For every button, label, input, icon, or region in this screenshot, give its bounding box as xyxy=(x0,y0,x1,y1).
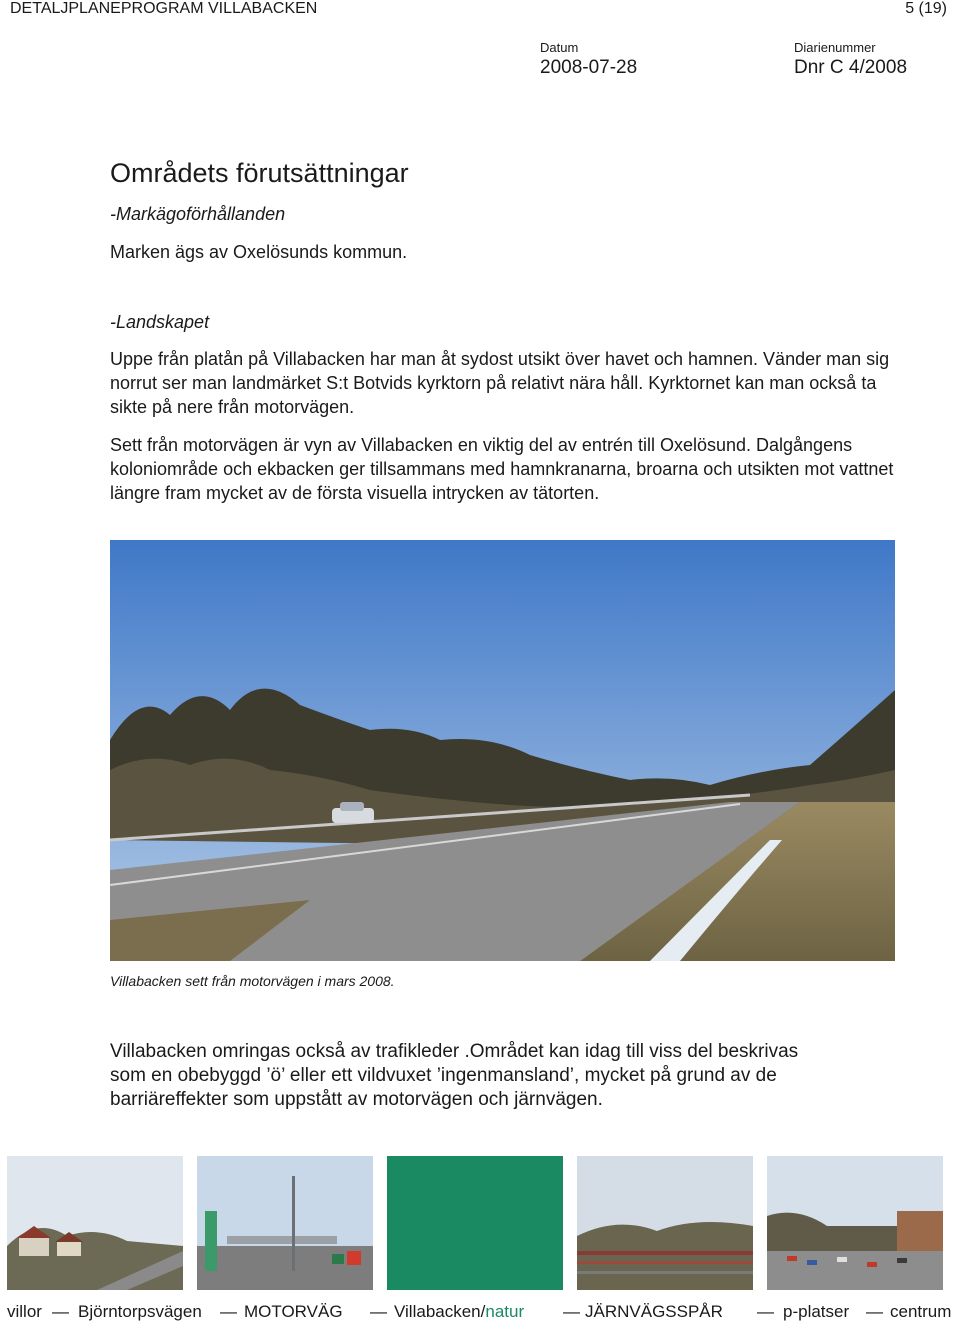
legend-separator-5: — xyxy=(757,1302,774,1321)
ownership-text: Marken ägs av Oxelösunds kommun. xyxy=(110,242,408,262)
legend-villabacken xyxy=(394,1302,524,1322)
diary-label: Diarienummer xyxy=(794,40,876,55)
legend-separator-3: — xyxy=(370,1302,387,1321)
traffic-paragraph: Villabacken omringas också av trafikleder .Området kan idag till viss del beskrivas som en obebyggd ’ö’ eller ett vildvuxet ’ingenmansland’, mycket på grund av de barriäreffekter som uppstått av motorvägen och järnvägen. xyxy=(110,1041,799,1110)
legend-villabacken-label: Villabacken/ xyxy=(394,1302,486,1321)
thumbnail-jarnvagsspar xyxy=(577,1156,753,1290)
diary-value: Dnr C 4/2008 xyxy=(794,57,908,78)
legend-separator-4: — xyxy=(563,1302,580,1321)
ownership-heading: -Markägoförhållanden xyxy=(110,204,286,224)
thumbnail-p-platser xyxy=(767,1156,943,1290)
date-label: Datum xyxy=(540,40,579,55)
thumbnail-villor xyxy=(7,1156,183,1290)
legend-separator-6: — xyxy=(866,1302,883,1321)
motorway-photo-image xyxy=(110,540,895,961)
motorway-photo xyxy=(110,540,895,961)
legend-p-platser: p-platser xyxy=(783,1302,850,1321)
bjorntorpsvagen-photo xyxy=(197,1156,373,1290)
legend-villor: villor xyxy=(7,1302,42,1321)
thumbnail-bjorntorpsvagen xyxy=(197,1156,373,1290)
legend-separator-2: — xyxy=(220,1302,237,1321)
legend-jarnvagsspar: JÄRNVÄGSSPÅR xyxy=(585,1302,723,1321)
date-value: 2008-07-28 xyxy=(540,57,638,78)
landscape-heading: -Landskapet xyxy=(110,312,210,332)
legend-bjorntorpsvagen: Björntorpsvägen xyxy=(78,1302,202,1321)
p-platser-photo xyxy=(767,1156,943,1290)
legend-separator-1: — xyxy=(52,1302,69,1321)
legend-natur-label: natur xyxy=(485,1302,525,1321)
document-title: DETALJPLANEPROGRAM VILLABACKEN xyxy=(10,0,318,17)
landscape-paragraph-1: Uppe från platån på Villabacken har man åt sydost utsikt över havet och hamnen. Vänder man sig norrut ser man landmärket S:t Botvids kyrktorn på relativt nära håll. Kyrktornet kan man också ta sikte på nere från motorvägen. xyxy=(110,349,890,417)
jarnvagsspar-photo xyxy=(577,1156,753,1290)
landscape-paragraph-2: Sett från motorvägen är vyn av Villabacken en viktig del av entrén till Oxelösund. Dalgångens koloniområde och ekbacken ger tillsammans med hamnkranarna, broarna och utsikten mot vattnet längre fram mycket av de första visuella intrycken av tätorten. xyxy=(110,435,894,503)
photo-caption: Villabacken sett från motorvägen i mars 2008. xyxy=(110,973,395,989)
legend-motorvag: MOTORVÄG xyxy=(244,1302,343,1321)
thumbnail-motorvag xyxy=(387,1156,563,1290)
legend-centrum: centrum xyxy=(890,1302,952,1321)
section-title: Områdets förutsättningar xyxy=(110,158,409,188)
page-number: 5 (19) xyxy=(905,0,947,17)
villor-photo xyxy=(7,1156,183,1290)
